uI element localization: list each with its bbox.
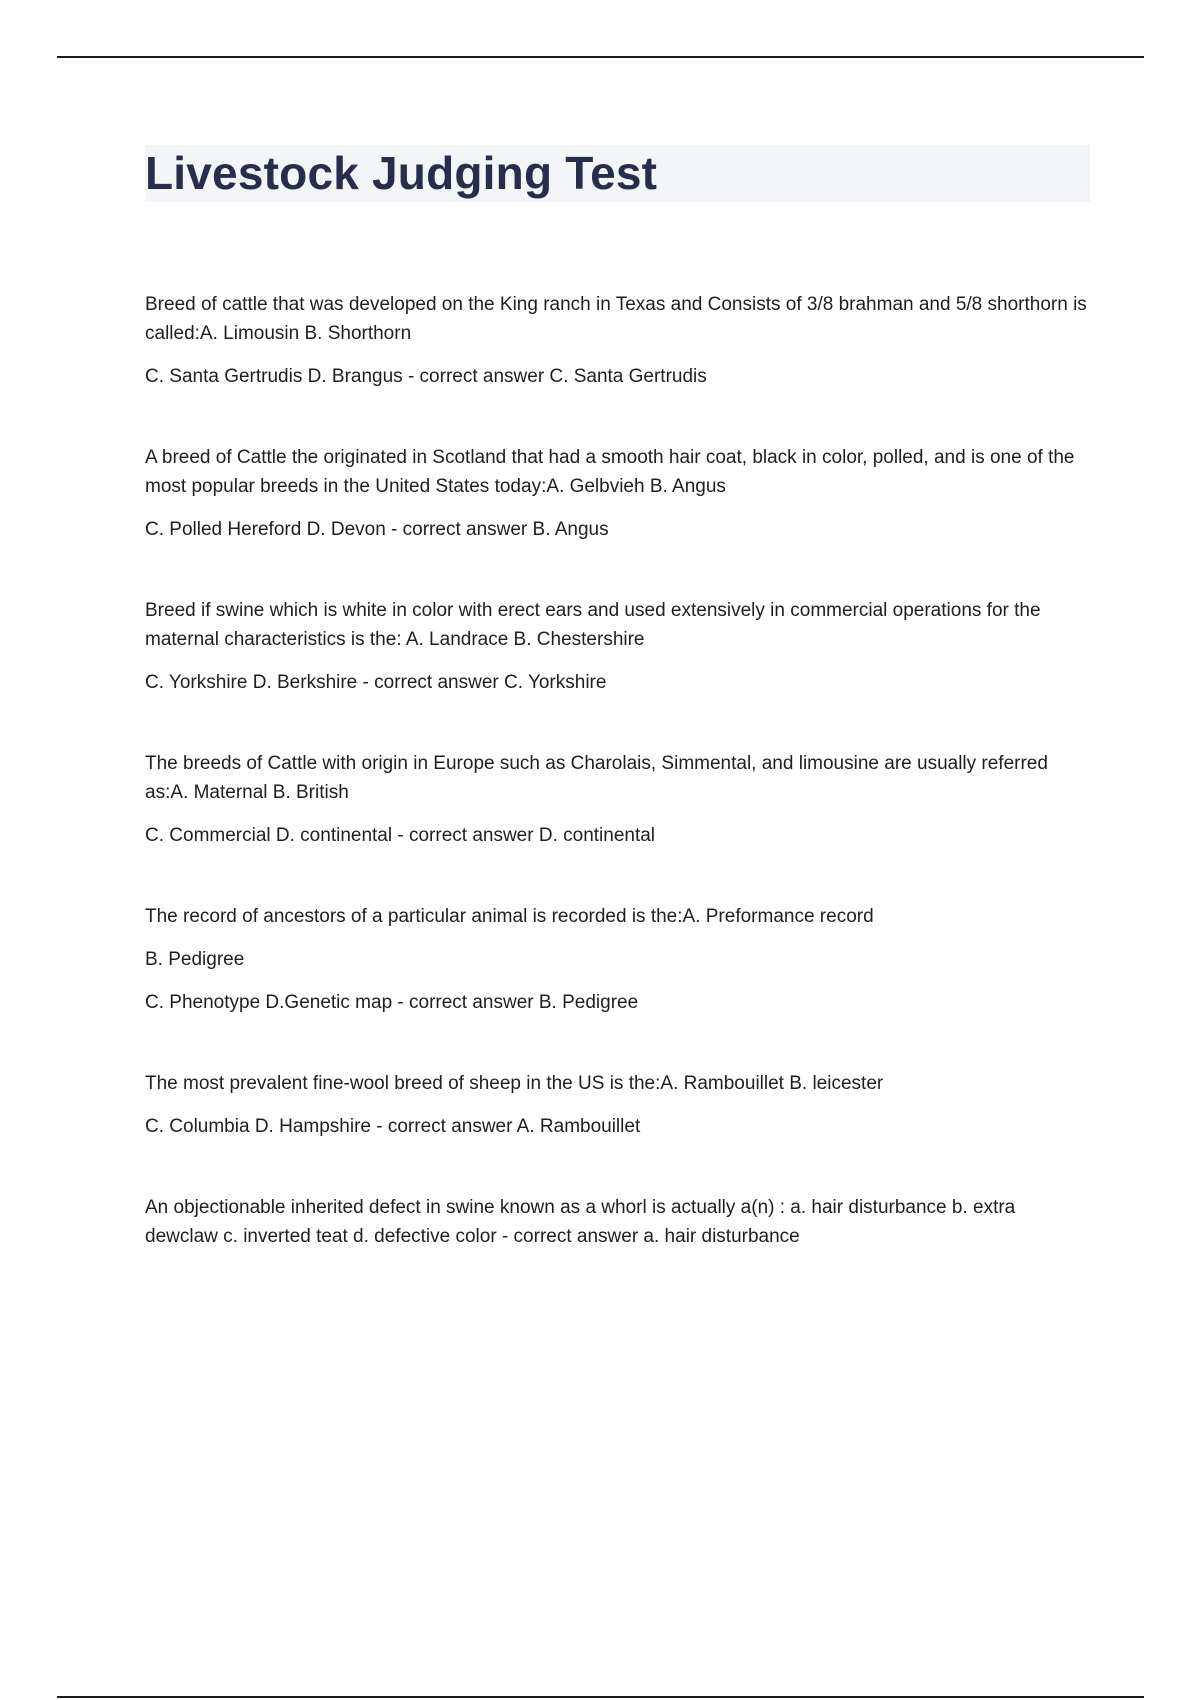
question-text: The record of ancestors of a particular animal is recorded is the:A. Preformance record [145,906,874,927]
top-divider [57,56,1144,58]
answer-text: C. Columbia D. Hampshire - correct answer A. Rambouillet [145,1116,641,1137]
question-block [145,749,1090,850]
question-text: Breed of cattle that was developed on the King ranch in Texas and Consists of 3/8 brahman and 5/8 shorthorn is called:A. Limousin B. Shorthorn [145,294,1087,344]
question-block [145,596,1090,697]
question-text: A breed of Cattle the originated in Scotland that had a smooth hair coat, black in color, polled, and is one of the most popular breeds in the United States today:A. Gelbvieh B. Angus [145,447,1075,497]
answer-text: C. Phenotype D.Genetic map - correct answer B. Pedigree [145,992,639,1013]
page-title: Livestock Judging Test [145,147,658,199]
answer-text: C. Yorkshire D. Berkshire - correct answer C. Yorkshire [145,672,607,693]
bottom-divider [57,1696,1144,1698]
question-text: The breeds of Cattle with origin in Europe such as Charolais, Simmental, and limousine are usually referred as:A. Maternal B. British [145,753,1048,803]
question-block [145,443,1090,544]
question-block [145,1193,1090,1251]
question-block [145,290,1090,391]
option-text: B. Pedigree [145,949,245,970]
question-block [145,902,1090,1017]
question-list [145,290,1090,1303]
answer-text: C. Polled Hereford D. Devon - correct answer B. Angus [145,519,609,540]
answer-text: C. Commercial D. continental - correct answer D. continental [145,825,656,846]
question-block [145,1069,1090,1141]
question-text: Breed if swine which is white in color with erect ears and used extensively in commercial operations for the maternal characteristics is the: A. Landrace B. Chestershire [145,600,1041,650]
question-text: The most prevalent fine-wool breed of sheep in the US is the:A. Rambouillet B. leicester [145,1073,884,1094]
question-text: An objectionable inherited defect in swine known as a whorl is actually a(n) : a. hair disturbance b. extra dewclaw c. inverted teat d. defective color - correct answer a. hair disturbance [145,1197,1016,1247]
answer-text: C. Santa Gertrudis D. Brangus - correct answer C. Santa Gertrudis [145,366,707,387]
